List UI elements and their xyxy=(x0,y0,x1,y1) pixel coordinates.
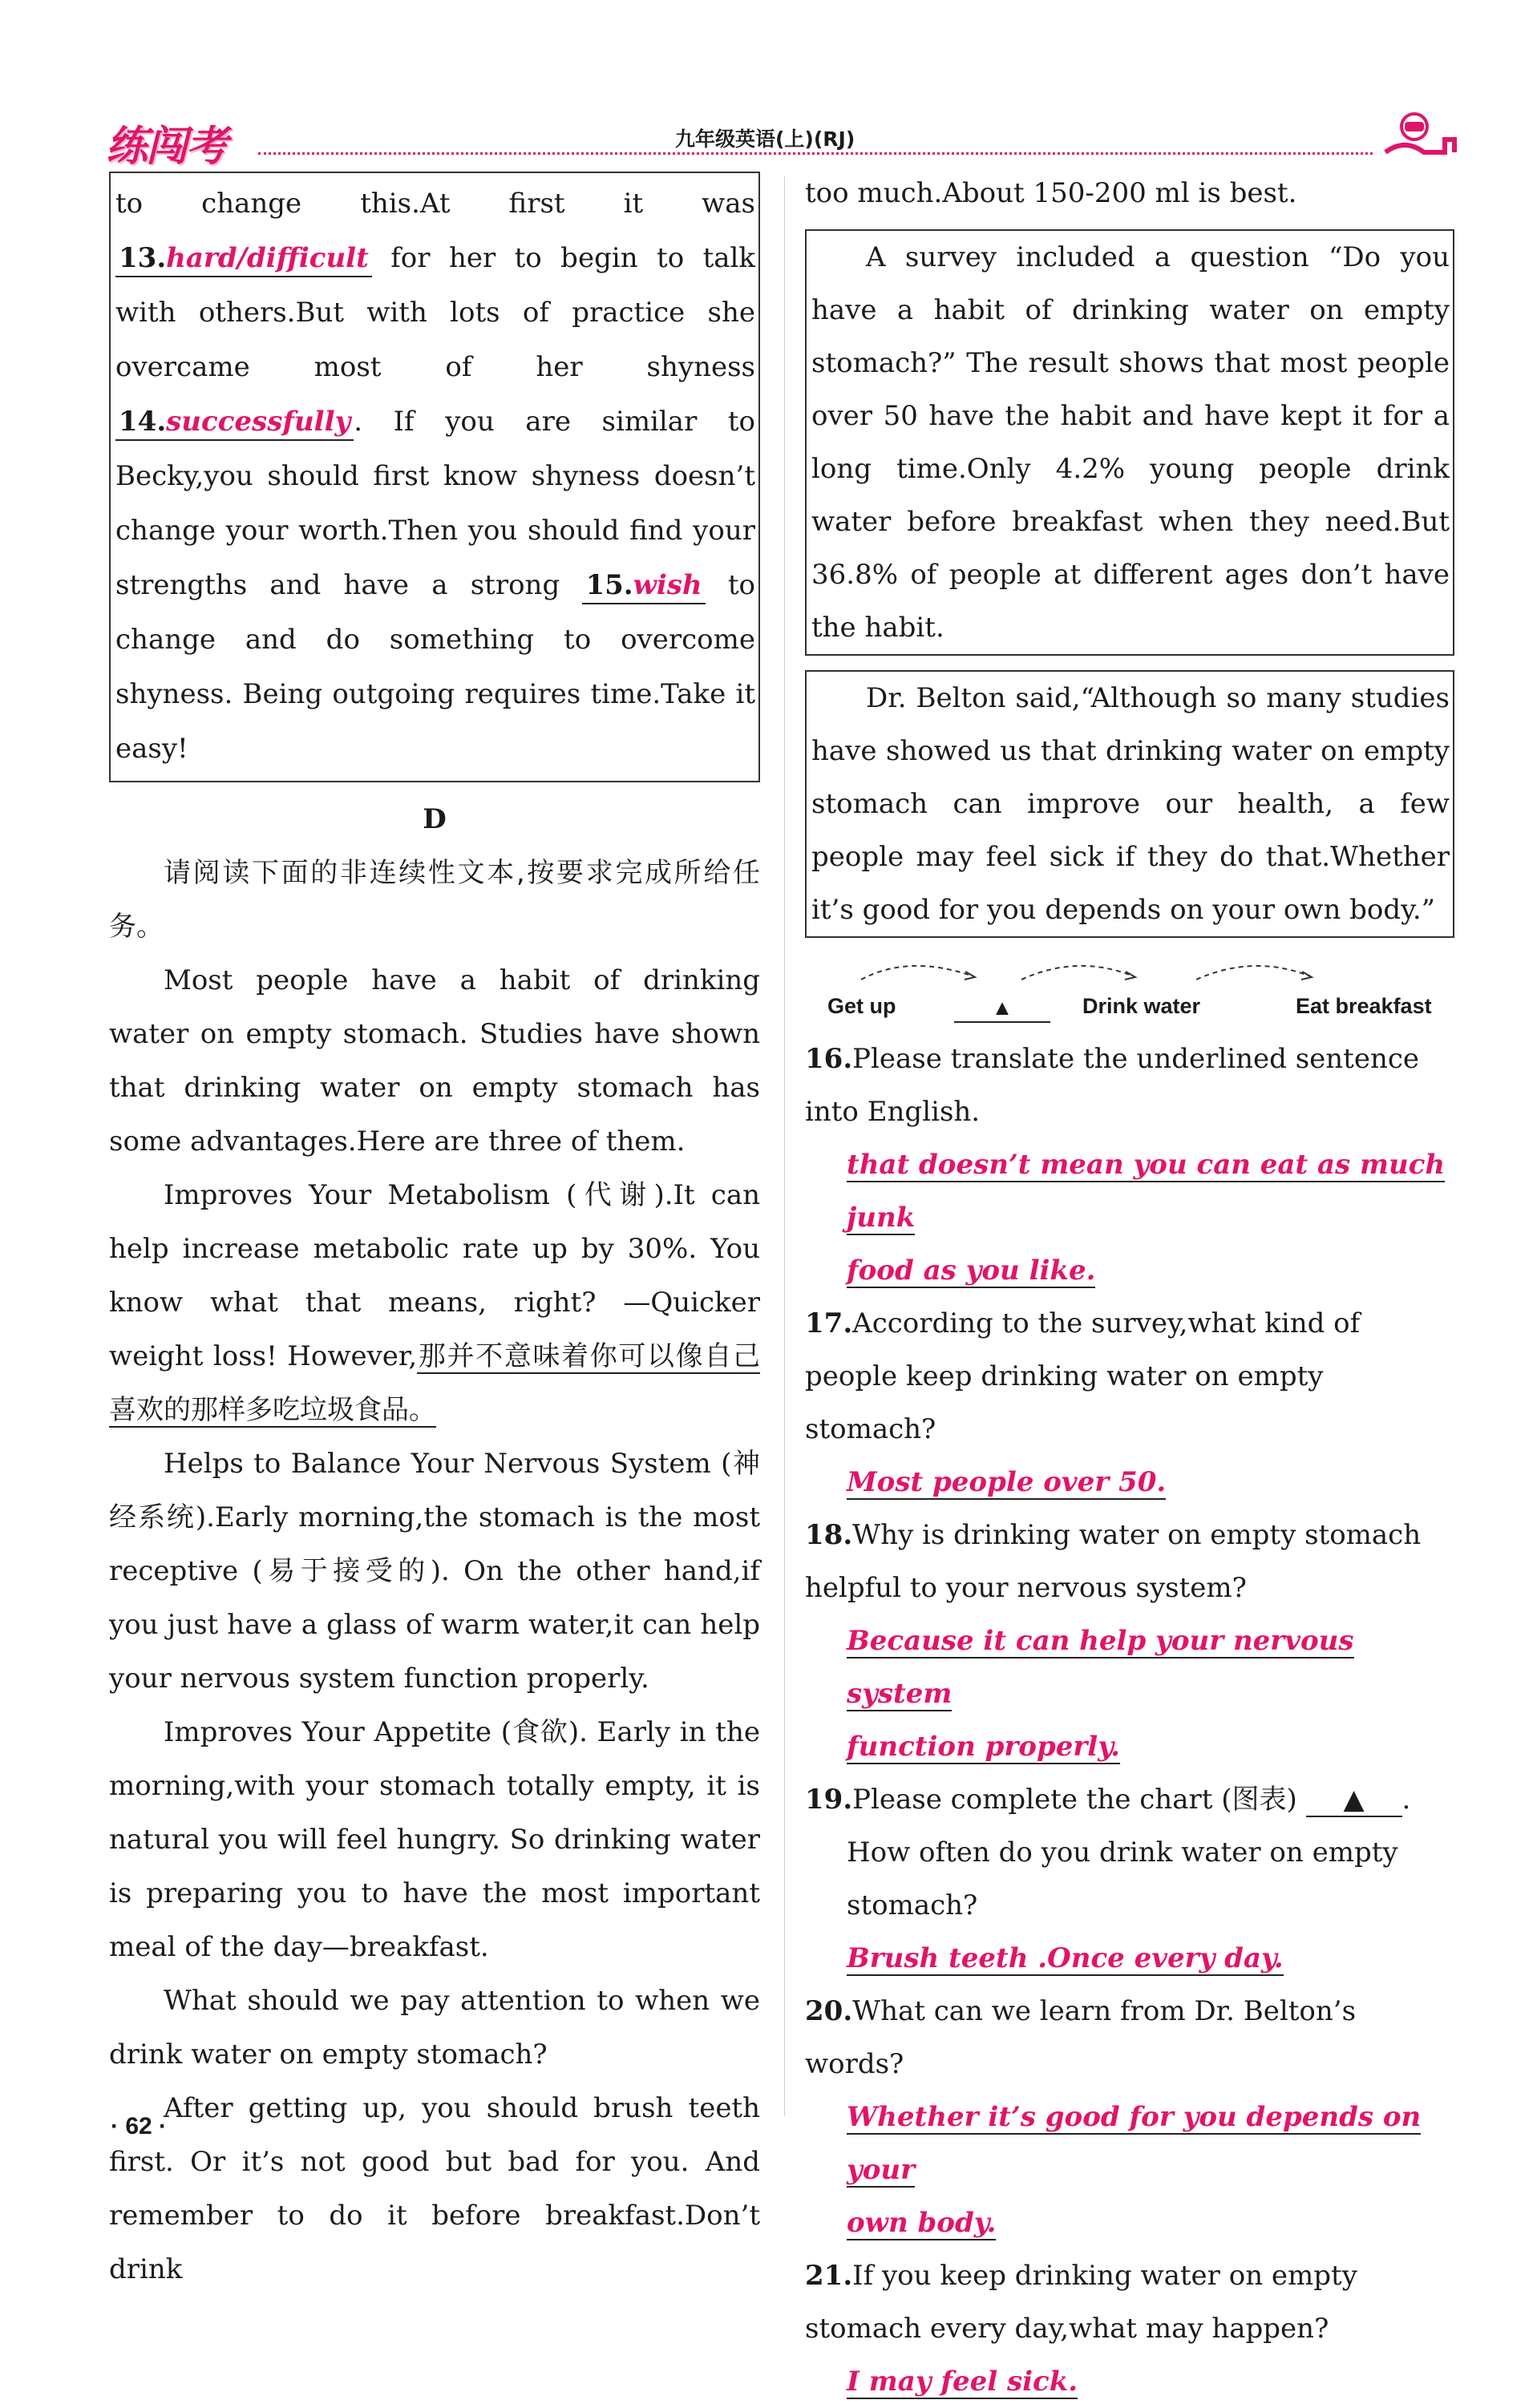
question-text xyxy=(805,1297,1454,1456)
answer-text: food as you like. xyxy=(847,1255,1096,1287)
survey-text: A survey included a question “Do you have a habit of drinking water on empty stomach?” The result shows that most people over 50 have the habit and have kept it for a long time.Only 4.2% young people drink water before breakfast when they need.But 36.8% of people at different ages don’t have the habit. xyxy=(811,241,1450,644)
header-rule xyxy=(258,152,1373,155)
answer-line xyxy=(805,1720,1454,1773)
question-text xyxy=(805,2249,1454,2355)
question-subtext: How often do you drink water on empty stomach? xyxy=(847,1836,1398,1921)
question-prompt: Please translate the underlined sentence into English. xyxy=(805,1043,1420,1128)
question-number: 16. xyxy=(805,1043,853,1075)
answer-text: Most people over 50. xyxy=(847,1466,1167,1498)
fist-mascot-icon xyxy=(1381,107,1461,157)
text-run: Improves Your Metabolism (代谢).It can help increase metabolic rate up by 30%. You know what that means, right? —Quicker weight loss! However, xyxy=(109,1179,760,1372)
answer-line xyxy=(805,1138,1454,1244)
belton-text: Dr. Belton said,“Although so many studies have showed us that drinking water on empty stomach can improve our health, a few people may feel sick if they do that.Whether it’s good for you depends on your own body.” xyxy=(811,682,1450,926)
answer-line xyxy=(805,2196,1454,2249)
question-text xyxy=(805,1985,1454,2091)
answer-text: Because it can help your nervous system xyxy=(847,1625,1354,1710)
question-blank: ▲ xyxy=(1306,1784,1402,1817)
paragraph-intro: Most people have a habit of drinking water on empty stomach. Studies have shown that drinking water on empty stomach has some advantages.Here are three of them. xyxy=(109,964,760,1158)
question-19 xyxy=(805,1773,1454,1985)
answer-14: successfully xyxy=(166,406,351,438)
answer-line xyxy=(805,1244,1454,1297)
brand-logo: 练闯考 xyxy=(106,123,227,171)
answer-text: that doesn’t mean you can eat as much junk xyxy=(847,1149,1446,1234)
question-text xyxy=(805,1032,1454,1138)
flow-arrows-icon xyxy=(805,952,1454,1000)
blank-14 xyxy=(115,404,354,441)
answer-line xyxy=(805,2355,1454,2408)
flow-step-drink-water: Drink water xyxy=(1082,994,1201,1018)
answer-line xyxy=(805,1932,1454,1985)
question-prompt: Please complete the chart (图表) xyxy=(852,1784,1297,1816)
answer-text: function properly. xyxy=(847,1731,1120,1763)
question-prompt: Why is drinking water on empty stomach helpful to your nervous system? xyxy=(805,1519,1422,1604)
answer-15: wish xyxy=(633,569,702,601)
answer-line xyxy=(805,1456,1454,1509)
page-number: · 62 · xyxy=(111,2113,168,2139)
header-title: 九年级英语(上)(RJ) xyxy=(675,127,855,151)
blank-15 xyxy=(582,568,705,604)
question-text: 19.Please complete the chart (图表) ▲ . xyxy=(805,1784,1411,1816)
blank-number: 15. xyxy=(585,569,633,601)
survey-box xyxy=(805,229,1454,656)
question-16 xyxy=(805,1032,1454,1297)
question-number: 19. xyxy=(805,1784,853,1816)
blank-number: 13. xyxy=(119,242,167,274)
question-number: 20. xyxy=(805,1995,853,2027)
paragraph-nervous: Helps to Balance Your Nervous System (神经系统).Early morning,the stomach is the most receptive (易于接受的). On the other hand,if you just have a glass of warm water,it can help your nervous system function properly. xyxy=(109,1448,760,1695)
flow-step-blank: ▲ xyxy=(954,994,1050,1023)
question-prompt: What can we learn from Dr. Belton’s words? xyxy=(805,1995,1357,2080)
answer-line xyxy=(805,2091,1454,2196)
blank-number: 14. xyxy=(119,406,167,438)
text-run: . If you are similar to Becky,you should first know shyness doesn’t change your worth.Then you should find your strengths and have a strong xyxy=(115,406,755,601)
question-prompt: If you keep drinking water on empty stomach every day,what may happen? xyxy=(805,2260,1357,2345)
answer-text: own body. xyxy=(847,2207,997,2239)
question-21 xyxy=(805,2249,1454,2408)
paragraph-advice: After getting up, you should brush teeth first. Or it’s not good but bad for you. And remember to do it before breakfast.Don’t drink xyxy=(109,2092,760,2285)
paragraph-question: What should we pay attention to when we drink water on empty stomach? xyxy=(109,1985,760,2071)
answer-text: Whether it’s good for you depends on your xyxy=(847,2101,1422,2186)
question-text xyxy=(805,1509,1454,1614)
paragraph-metabolism xyxy=(109,1169,760,1437)
question-prompt: According to the survey,what kind of people keep drinking water on empty stomach? xyxy=(805,1307,1361,1445)
question-number: 17. xyxy=(805,1307,853,1339)
answer-line xyxy=(805,1614,1454,1720)
left-column xyxy=(109,172,760,2297)
flow-step-eat-breakfast: Eat breakfast xyxy=(1296,994,1432,1018)
text-run: to change and do something to overcome shyness. Being outgoing requires time.Take it easy! xyxy=(115,569,755,765)
question-20 xyxy=(805,1985,1454,2249)
question-number: 21. xyxy=(805,2260,853,2292)
answer-13: hard/difficult xyxy=(166,242,369,274)
question-17 xyxy=(805,1297,1454,1509)
belton-box xyxy=(805,670,1454,938)
passage-c-box xyxy=(109,172,760,782)
section-title: D xyxy=(423,803,447,835)
continued-text: too much.About 150-200 ml is best. xyxy=(805,177,1297,209)
text-run: for her to begin to talk with others.But with lots of practice she overcame most of her shyness xyxy=(115,242,755,383)
instruction: 请阅读下面的非连续性文本,按要求完成所给任务。 xyxy=(109,857,760,943)
question-18 xyxy=(805,1509,1454,1773)
page-header xyxy=(106,112,1461,171)
right-column xyxy=(805,167,1454,2408)
column-divider xyxy=(784,176,785,2116)
passage-c-text xyxy=(115,176,755,776)
paragraph-appetite: Improves Your Appetite (食欲). Early in the morning,with your stomach totally empty, it is natural you will feel hungry. So drinking water is preparing you to have the most important meal of the day—breakfast. xyxy=(109,1716,760,1963)
underlined-sentence: 那并不意味着你可以像自己喜欢的那样多吃垃圾食品。 xyxy=(109,1340,760,1426)
answer-text: Brush teeth .Once every day. xyxy=(847,1942,1284,1974)
flow-chart xyxy=(805,952,1454,1032)
blank-13 xyxy=(115,240,372,277)
flow-step-get-up: Get up xyxy=(827,994,896,1018)
answer-text: I may feel sick. xyxy=(847,2366,1078,2398)
question-number: 18. xyxy=(805,1519,853,1551)
text-run: to change this.At first it was xyxy=(115,188,755,220)
